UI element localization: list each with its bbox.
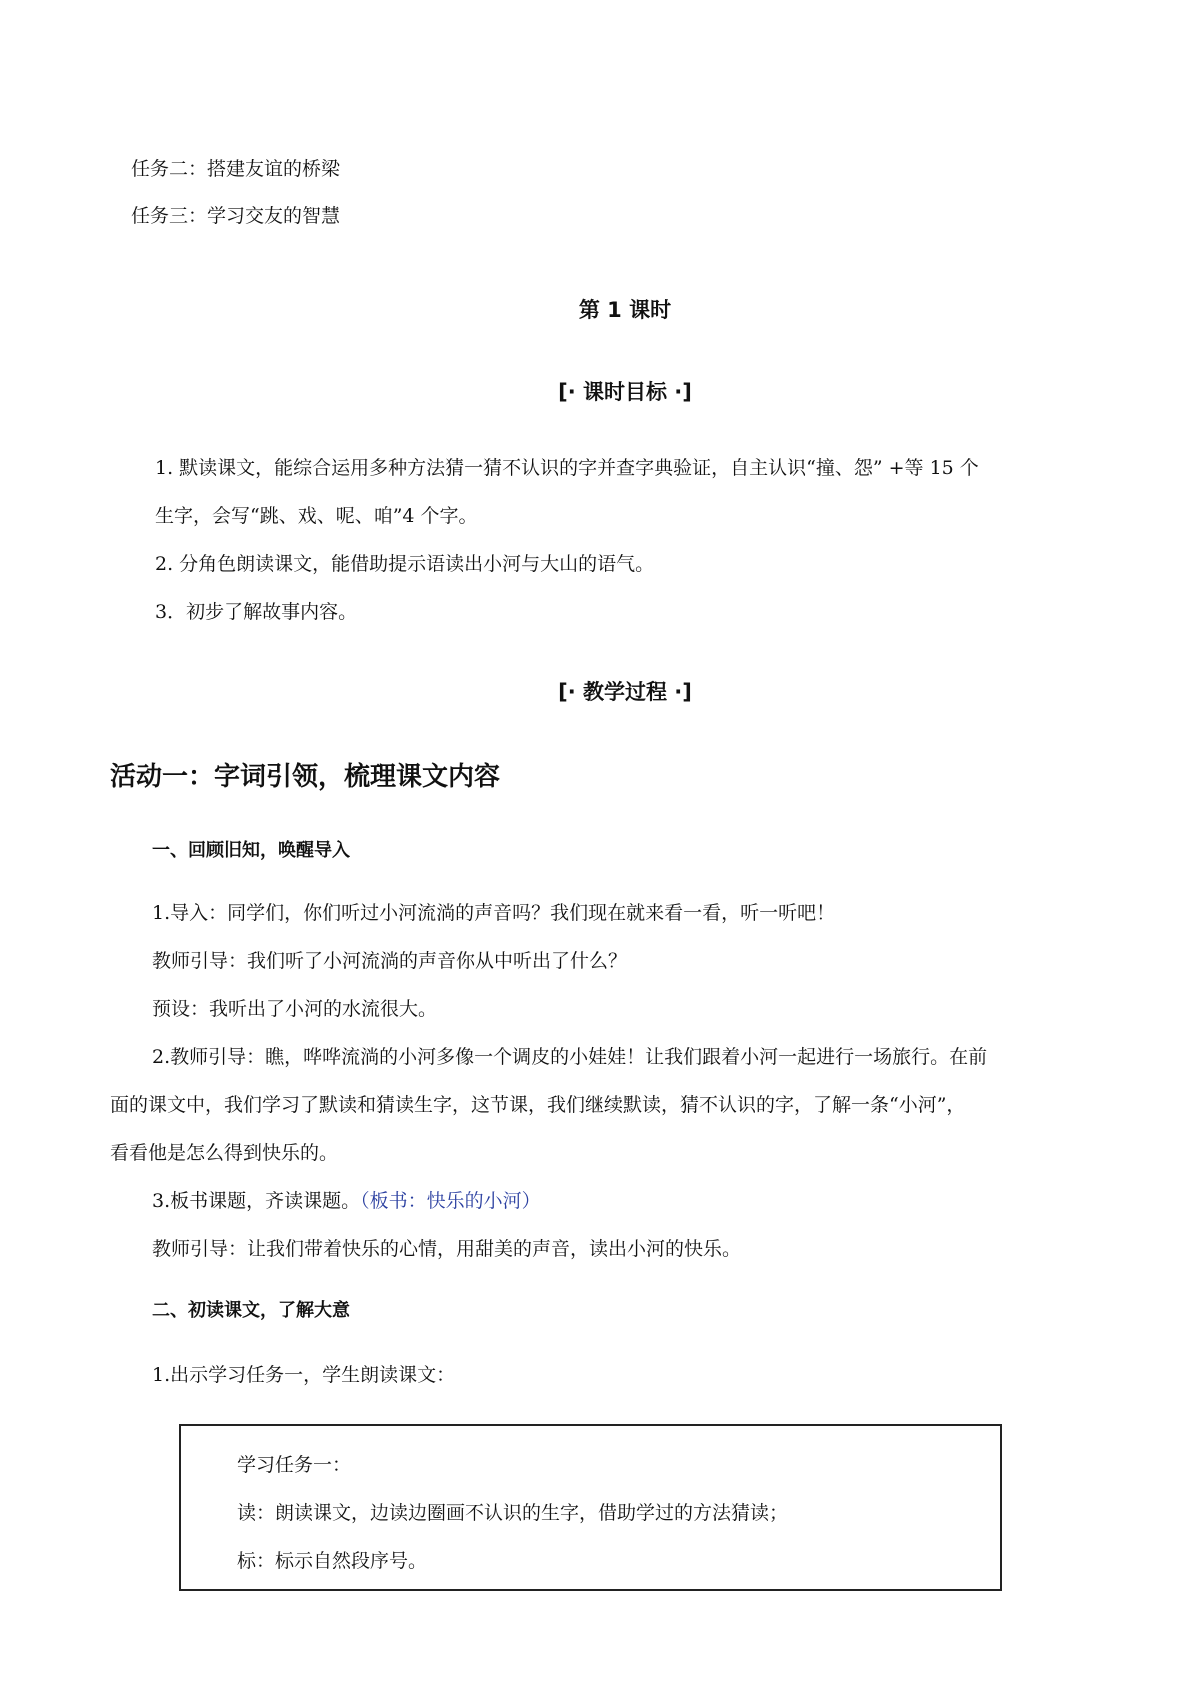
task-two: 任务二：搭建友谊的桥梁 <box>131 158 341 180</box>
goal-one-line1: 1. 默读课文，能综合运用多种方法猜一猜不认识的字并查字典验证，自主认识“撞、怨” +等 15 个 <box>155 457 979 479</box>
section-two-heading: 二、初读课文，了解大意 <box>152 1300 350 1321</box>
task-box-title: 学习任务一： <box>237 1454 352 1476</box>
section-one-p2: 教师引导：我们听了小河流淌的声音你从中听出了什么？ <box>152 950 628 972</box>
board-note: （板书：快乐的小河） <box>360 1190 541 1212</box>
section-one-p4-line3: 看看他是怎么得到快乐的。 <box>110 1142 339 1164</box>
activity-title: 活动一：字词引领，梳理课文内容 <box>110 762 501 792</box>
goals-header: [· 课时目标 ·] <box>558 380 692 404</box>
section-one-heading: 一、回顾旧知，唤醒导入 <box>152 840 350 861</box>
goal-two: 2. 分角色朗读课文，能借助提示语读出小河与大山的语气。 <box>155 553 655 575</box>
goal-three: 3．初步了解故事内容。 <box>155 601 358 623</box>
process-header: [· 教学过程 ·] <box>558 680 692 704</box>
section-one-p1: 1.导入：同学们，你们听过小河流淌的声音吗？我们现在就来看一看，听一听吧！ <box>152 902 836 924</box>
task-box-line2: 标：标示自然段序号。 <box>237 1550 428 1572</box>
section-one-p5 <box>152 1188 541 1214</box>
goal-one-line2: 生字，会写“跳、戏、呢、咱”4 个字。 <box>155 505 478 527</box>
task-box-line1: 读：朗读课文，边读边圈画不认识的生字，借助学过的方法猜读； <box>237 1502 789 1524</box>
lesson-title: 第 1 课时 <box>578 298 672 322</box>
section-two-p1: 1.出示学习任务一，学生朗读课文： <box>152 1364 456 1386</box>
section-one-p4-line2: 面的课文中，我们学习了默读和猜读生字，这节课，我们继续默读，猜不认识的字，了解一条“小河”， <box>110 1094 966 1116</box>
section-one-p5-text: 3.板书课题，齐读课题。 <box>152 1190 361 1212</box>
section-one-p6: 教师引导：让我们带着快乐的心情，用甜美的声音，读出小河的快乐。 <box>152 1238 742 1260</box>
task-three: 任务三：学习交友的智慧 <box>131 205 341 227</box>
section-one-p3: 预设：我听出了小河的水流很大。 <box>152 998 438 1020</box>
section-one-p4-line1: 2.教师引导：瞧，哗哗流淌的小河多像一个调皮的小娃娃！让我们跟着小河一起进行一场旅行。在前 <box>152 1046 988 1068</box>
